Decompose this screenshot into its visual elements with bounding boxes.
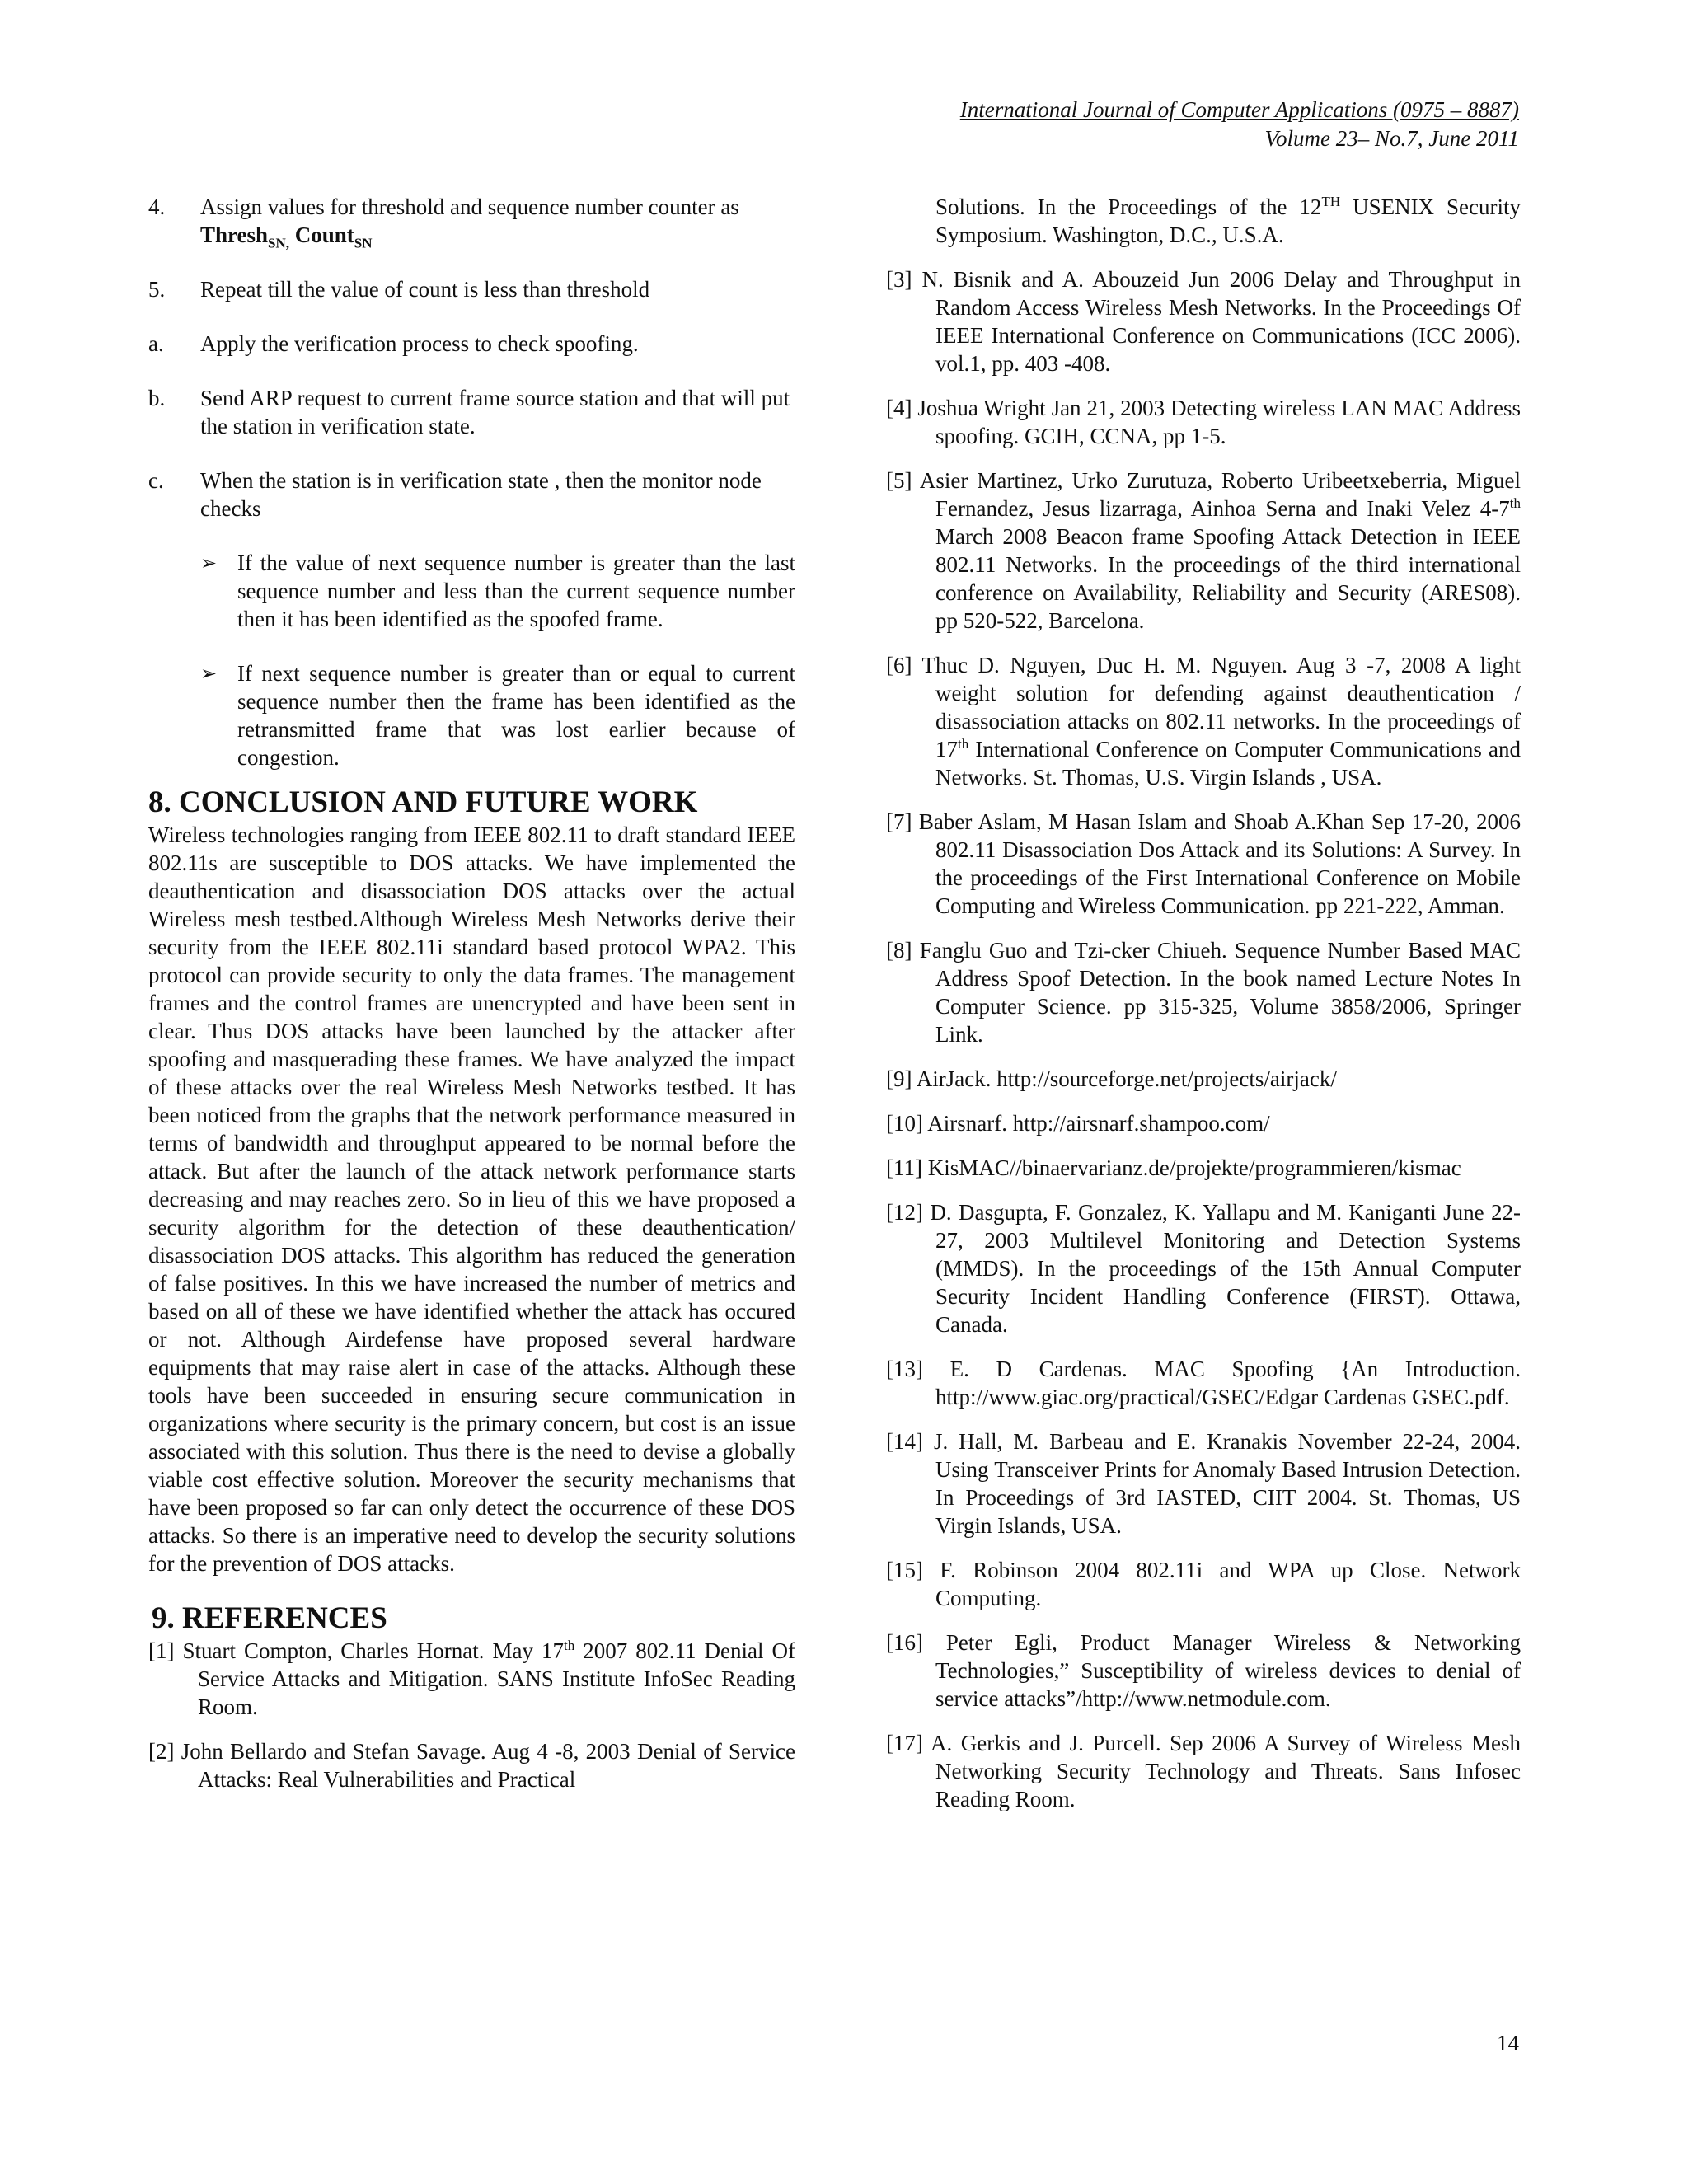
running-header (695, 96, 1519, 153)
reference-4: [4] Joshua Wright Jan 21, 2003 Detecting wireless LAN MAC Address spoofing. GCIH, CCNA, pp 1-5. (886, 396, 1521, 448)
reference-9: [9] AirJack. http://sourceforge.net/projects/airjack/ (886, 1066, 1337, 1091)
right-column (886, 193, 1521, 1830)
reference-6: [6] Thuc D. Nguyen, Duc H. M. Nguyen. Aug 3 -7, 2008 A light weight solution for defending against deauthentication / disassociation attacks on 802.11 networks. In the proceedings of 17th International Conference on Computer Communications and Networks. St. Thomas, U.S. Virgin Islands , USA. (886, 653, 1521, 790)
reference-5: [5] Asier Martinez, Urko Zurutuza, Roberto Uribeetxeberria, Miguel Fernandez, Jesus lizarraga, Ainhoa Serna and Inaki Velez 4-7th March 2008 Beacon frame Spoofing Attack Detection in IEEE 802.11 Networks. In the proceedings of the third international conference on Availability, Reliability and Security (ARES08). pp 520-522, Barcelona. (886, 468, 1521, 633)
algorithm-step-a: a. Apply the verification process to check spoofing. (148, 331, 639, 356)
reference-15: [15] F. Robinson 2004 802.11i and WPA up Close. Network Computing. (886, 1558, 1521, 1610)
algorithm-step-4: 4. Assign values for threshold and sequence number counter as Thresh$_{SN,}$ Count$_{SN}$ (148, 194, 739, 251)
conclusion-heading: 8. CONCLUSION AND FUTURE WORK (148, 785, 698, 819)
bullet-item: ➢ If next sequence number is greater than or equal to current sequence number then the frame has been identified as the retransmitted frame that was lost earlier because of congestion. (200, 661, 795, 770)
reference-3: [3] N. Bisnik and A. Abouzeid Jun 2006 Delay and Throughput in Random Access Wireless Mesh Networks. In the Proceedings Of IEEE International Conference on Communications (ICC 2006). vol.1, pp. 403 -408. (886, 267, 1521, 376)
arrow-bullet-icon: ➢ (200, 551, 218, 574)
reference-7: [7] Baber Aslam, M Hasan Islam and Shoab A.Khan Sep 17-20, 2006 802.11 Disassociation Dos Attack and its Solutions: A Survey. In the proceedings of the First International Conference on Mobile Computing and Wireless Communication. pp 221-222, Amman. (886, 809, 1521, 918)
bullet-item: ➢ If the value of next sequence number is greater than the last sequence number and less than the current sequence number then it has been identified as the spoofed frame. (200, 551, 795, 631)
algorithm-step-b: b. Send ARP request to current frame source station and that will put the station in verification state. (148, 386, 790, 438)
page-number: 14 (1497, 2031, 1519, 2055)
reference-8: [8] Fanglu Guo and Tzi-cker Chiueh. Sequence Number Based MAC Address Spoof Detection. In the book named Lecture Notes In Computer Science. pp 315-325, Volume 3858/2006, Springer Link. (886, 938, 1521, 1047)
arrow-bullet-icon: ➢ (200, 662, 218, 685)
references-heading: 9. REFERENCES (152, 1601, 387, 1635)
reference-1: [1] Stuart Compton, Charles Hornat. May 17th 2007 802.11 Denial Of Service Attacks and Mitigation. SANS Institute InfoSec Reading Room. (148, 1638, 795, 1719)
left-column (148, 193, 795, 1793)
algorithm-step-5: 5. Repeat till the value of count is less than threshold (148, 277, 650, 302)
reference-17: [17] A. Gerkis and J. Purcell. Sep 2006 A Survey of Wireless Mesh Networking Security Technology and Threats. Sans Infosec Reading Room. (886, 1731, 1521, 1811)
reference-11: [11] KisMAC//binaervarianz.de/projekte/programmieren/kismac (886, 1155, 1461, 1180)
reference-2: [2] John Bellardo and Stefan Savage. Aug 4 -8, 2003 Denial of Service Attacks: Real Vulnerabilities and Practical (148, 1739, 795, 1792)
algorithm-step-c: c. When the station is in verification state , then the monitor node checks (148, 468, 762, 521)
reference-10: [10] Airsnarf. http://airsnarf.shampoo.com/ (886, 1111, 1270, 1136)
journal-volume: Volume 23– No.7, June 2011 (1264, 126, 1519, 151)
reference-16: [16] Peter Egli, Product Manager Wireless & Networking Technologies,” Susceptibility of wireless devices to denial of service attacks”/http://www.netmodule.com. (886, 1630, 1521, 1711)
reference-13: [13] E. D Cardenas. MAC Spoofing {An Introduction. http://www.giac.org/practical/GSEC/Edgar Cardenas GSEC.pdf. (886, 1357, 1521, 1409)
reference-14: [14] J. Hall, M. Barbeau and E. Kranakis November 22-24, 2004. Using Transceiver Prints for Anomaly Based Intrusion Detection. In Proceedings of 3rd IASTED, CIIT 2004. St. Thomas, US Virgin Islands, USA. (886, 1429, 1521, 1538)
conclusion-text: Wireless technologies ranging from IEEE 802.11 to draft standard IEEE 802.11s are susceptible to DOS attacks. We have implemented the deauthentication and disassociation DOS attacks over the actual Wireless mesh testbed.Although Wireless Mesh Networks derive their security from the IEEE 802.11i standard based protocol WPA2. This protocol can provide security to only the data frames. The management frames and the control frames are unencrypted and have been sent in clear. Thus DOS attacks have been launched by the attacker after spoofing and masquerading these frames. We have analyzed the impact of these attacks over the real Wireless Mesh Networks testbed. It has been noticed from the graphs that the network performance measured in terms of bandwidth and throughput appeared to be normal before the attack. But after the launch of the attack network performance starts decreasing and may reaches zero. So in lieu of this we have proposed a security algorithm for the detection of these deauthentication/ disassociation DOS attacks. This algorithm has reduced the generation of false positives. In this we have increased the number of metrics and based on all of these we have identified whether the attack has occured or not. Although Airdefense have proposed several hardware equipments that may raise alert in case of the attacks. Although these tools have been succeeded in ensuring secure communication in organizations where security is the primary concern, but cost is an issue associated with this solution. Thus there is the need to devise a globally viable cost effective solution. Moreover the security mechanisms that have been proposed so far can only detect the occurrence of these DOS attacks. So there is an imperative need to develop the security solutions for the prevention of DOS attacks. (148, 823, 795, 1576)
reference-12: [12] D. Dasgupta, F. Gonzalez, K. Yallapu and M. Kaniganti June 22-27, 2003 Multilevel Monitoring and Detection Systems (MMDS). In the proceedings of the 15th Annual Computer Security Incident Handling Conference (FIRST). Ottawa, Canada. (886, 1200, 1521, 1337)
journal-title: International Journal of Computer Applications (0975 – 8887) (959, 97, 1519, 122)
reference-2-continued: Solutions. In the Proceedings of the 12TH USENIX Security Symposium. Washington, D.C., U.S.A. (935, 194, 1521, 247)
